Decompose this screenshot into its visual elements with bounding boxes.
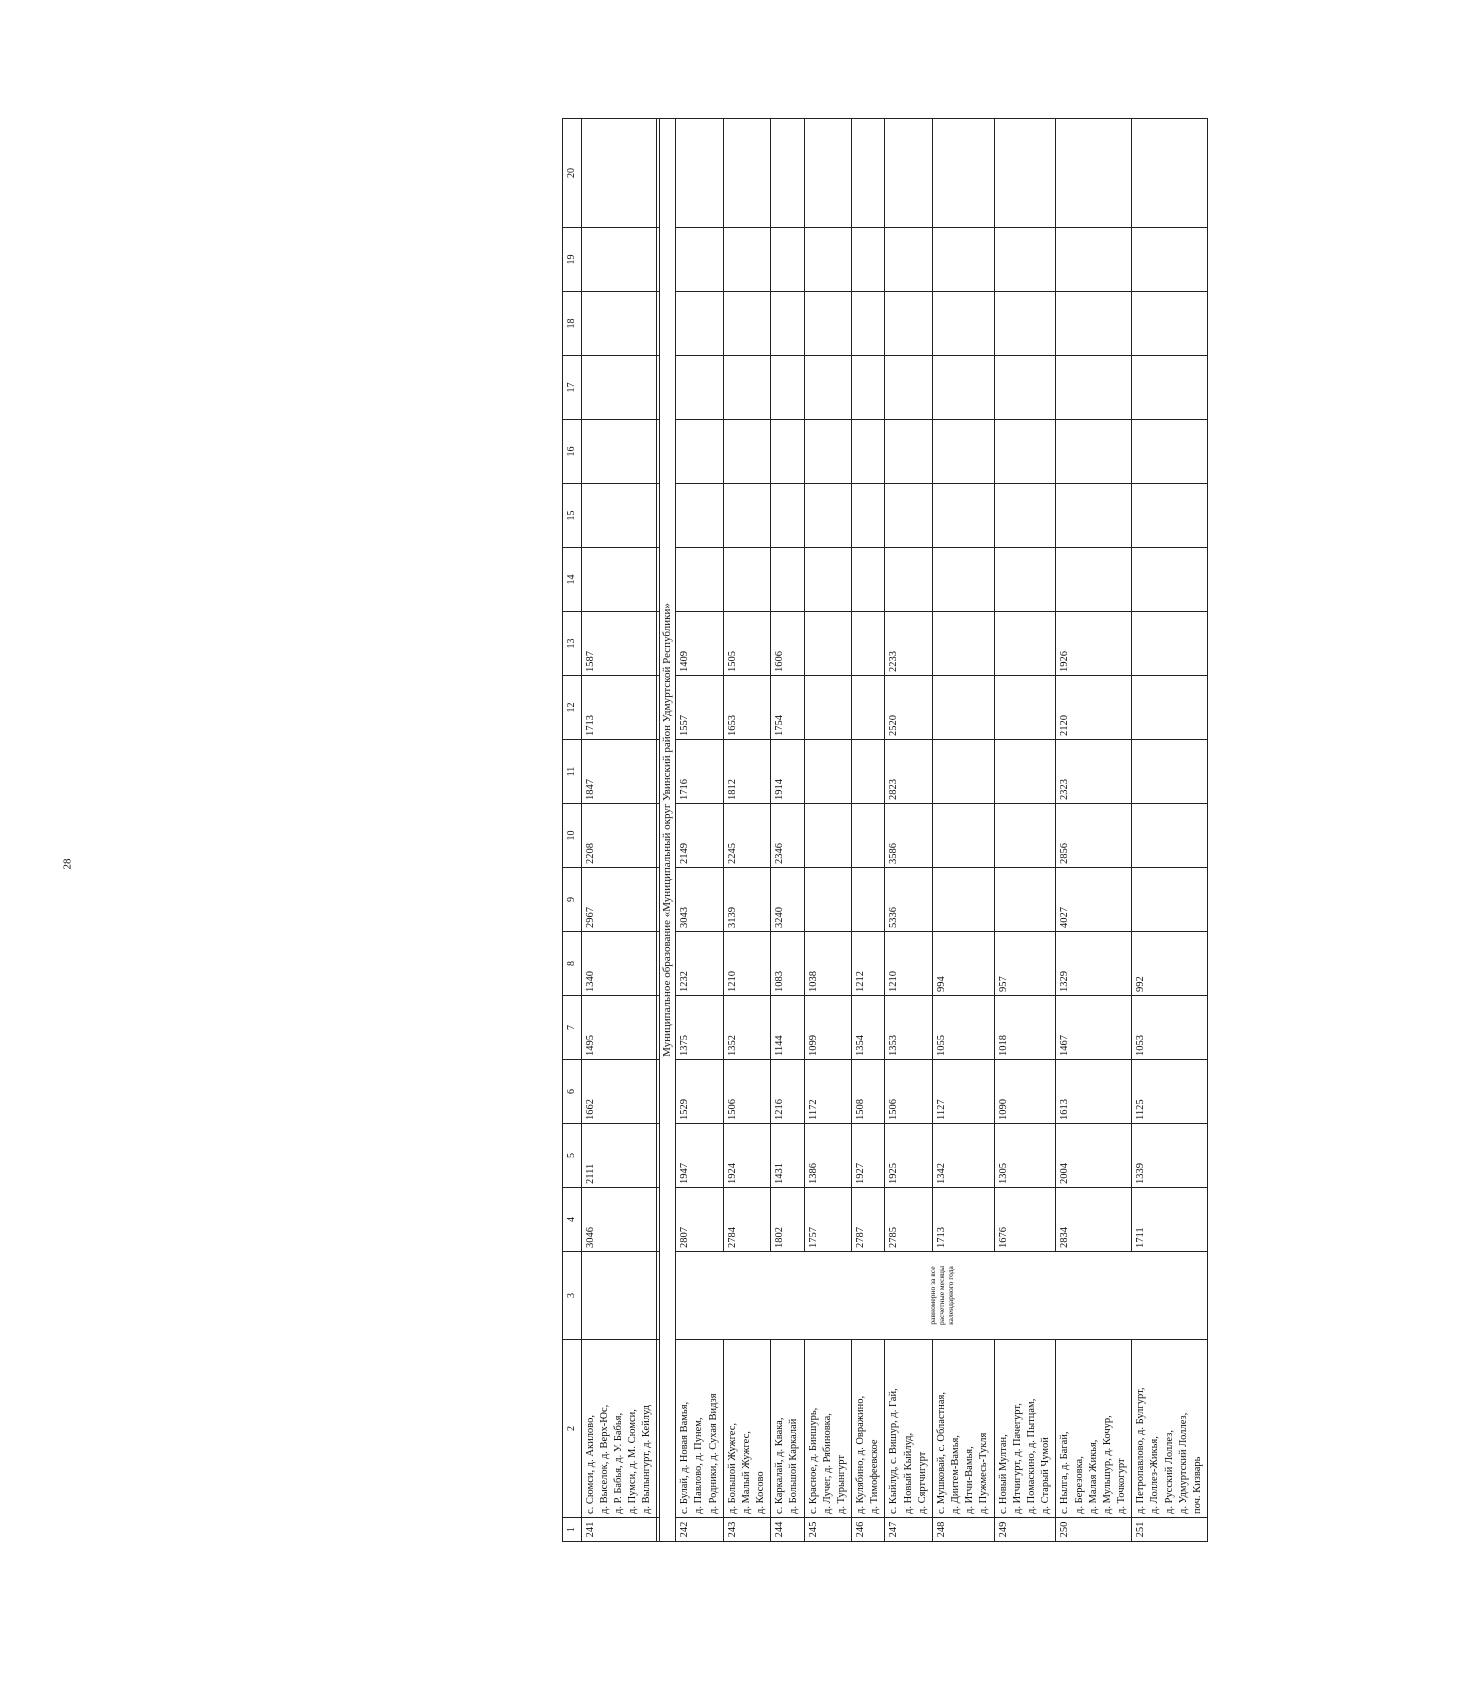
empty-cell — [884, 547, 932, 611]
value-cell — [994, 739, 1056, 803]
value-cell: 5336 — [884, 867, 932, 931]
value-cell: 1055 — [932, 995, 994, 1059]
value-cell — [932, 611, 994, 675]
column-number-header: 8 — [562, 931, 581, 995]
settlements-cell: д. Кулябино, д. Овражино, д. Тимофеевское — [851, 1339, 884, 1517]
settlements-cell: с. Кыйлуд, с. Вишур, д. Гай, д. Новый Кыйлуд, д. Сяртчигурт — [884, 1339, 932, 1517]
empty-cell — [1055, 227, 1131, 291]
empty-cell — [581, 227, 657, 291]
value-cell: 2111 — [581, 1123, 657, 1187]
value-cell: 1505 — [723, 611, 771, 675]
page-number: 28 — [61, 858, 74, 870]
tariff-table — [562, 118, 1208, 1542]
empty-cell — [804, 291, 852, 355]
row-number: 245 — [804, 1517, 852, 1541]
value-cell: 3043 — [675, 867, 723, 931]
empty-cell — [675, 291, 723, 355]
rotated-table-container — [562, 127, 1465, 1542]
value-cell — [804, 803, 852, 867]
empty-cell — [994, 291, 1056, 355]
column-number-header: 16 — [562, 419, 581, 483]
empty-cell — [804, 118, 852, 227]
empty-cell — [1055, 118, 1131, 227]
value-cell: 1506 — [884, 1059, 932, 1123]
value-cell — [1131, 803, 1207, 867]
schedule-cell — [581, 1251, 657, 1339]
empty-cell — [770, 483, 803, 547]
value-cell: 2787 — [851, 1187, 884, 1251]
value-cell: 1847 — [581, 739, 657, 803]
empty-cell — [994, 355, 1056, 419]
value-cell: 1587 — [581, 611, 657, 675]
value-cell: 1144 — [770, 995, 803, 1059]
value-cell — [994, 867, 1056, 931]
empty-cell — [1055, 547, 1131, 611]
empty-cell — [804, 355, 852, 419]
settlements-cell: д. Петропавлово, д. Булгурт, д. Лоллез-Жикья, д. Русский Лоллез, д. Удмуртский Лоллез, поч. Кизварь — [1131, 1339, 1207, 1517]
value-cell: 1557 — [675, 675, 723, 739]
empty-cell — [1131, 419, 1207, 483]
value-cell: 1613 — [1055, 1059, 1131, 1123]
empty-cell — [581, 118, 657, 227]
value-cell — [851, 675, 884, 739]
value-cell — [994, 675, 1056, 739]
empty-cell — [675, 483, 723, 547]
value-cell: 1212 — [851, 931, 884, 995]
value-cell: 1802 — [770, 1187, 803, 1251]
settlements-cell: д. Большой Жужгес, д. Малый Жужгес, д. Косово — [723, 1339, 771, 1517]
settlements-cell: с. Каркалай, д. Квака, д. Большой Каркалай — [770, 1339, 803, 1517]
value-cell: 1508 — [851, 1059, 884, 1123]
value-cell: 2233 — [884, 611, 932, 675]
value-cell: 1375 — [675, 995, 723, 1059]
value-cell: 1018 — [994, 995, 1056, 1059]
empty-cell — [1055, 355, 1131, 419]
empty-cell — [723, 419, 771, 483]
value-cell — [851, 611, 884, 675]
value-cell: 2208 — [581, 803, 657, 867]
value-cell: 1914 — [770, 739, 803, 803]
empty-cell — [1131, 227, 1207, 291]
value-cell: 1409 — [675, 611, 723, 675]
value-cell: 1606 — [770, 611, 803, 675]
value-cell: 1090 — [994, 1059, 1056, 1123]
value-cell: 1467 — [1055, 995, 1131, 1059]
value-cell: 2520 — [884, 675, 932, 739]
value-cell: 2245 — [723, 803, 771, 867]
value-cell: 1757 — [804, 1187, 852, 1251]
value-cell: 1924 — [723, 1123, 771, 1187]
value-cell: 1386 — [804, 1123, 852, 1187]
value-cell: 1947 — [675, 1123, 723, 1187]
value-cell: 1127 — [932, 1059, 994, 1123]
value-cell: 1210 — [884, 931, 932, 995]
empty-cell — [932, 118, 994, 227]
row-number: 251 — [1131, 1517, 1207, 1541]
value-cell: 2785 — [884, 1187, 932, 1251]
settlements-cell: с. Сюмси, д. Акилово, д. Выселок, д. Верх-Юс, д. Р. Бабья, д. У. Бабья, д. Пумси, д. М. Сюмси, д. Вылынгурт, д. Кейлуд — [581, 1339, 657, 1517]
row-number: 244 — [770, 1517, 803, 1541]
empty-cell — [1131, 483, 1207, 547]
empty-cell — [581, 483, 657, 547]
value-cell — [1131, 675, 1207, 739]
value-cell: 1653 — [723, 675, 771, 739]
value-cell — [804, 739, 852, 803]
value-cell: 4027 — [1055, 867, 1131, 931]
value-cell — [932, 803, 994, 867]
empty-cell — [723, 118, 771, 227]
schedule-note: равномерно за все расчетные месяцы календарного года — [675, 1251, 1207, 1339]
table-row — [675, 118, 723, 1541]
value-cell: 1713 — [581, 675, 657, 739]
column-number-header: 9 — [562, 867, 581, 931]
empty-cell — [723, 291, 771, 355]
column-number-header: 20 — [562, 118, 581, 227]
value-cell: 1506 — [723, 1059, 771, 1123]
column-number-header: 4 — [562, 1187, 581, 1251]
empty-cell — [804, 547, 852, 611]
empty-cell — [994, 547, 1056, 611]
value-cell: 1305 — [994, 1123, 1056, 1187]
row-number: 249 — [994, 1517, 1056, 1541]
value-cell: 1053 — [1131, 995, 1207, 1059]
value-cell: 2823 — [884, 739, 932, 803]
empty-cell — [851, 118, 884, 227]
empty-cell — [884, 118, 932, 227]
empty-cell — [581, 419, 657, 483]
section-title: Муниципальное образование «Муниципальный округ Увинский район Удмуртской Республики» — [659, 118, 675, 1541]
value-cell: 1716 — [675, 739, 723, 803]
empty-cell — [932, 227, 994, 291]
empty-cell — [884, 227, 932, 291]
value-cell: 2967 — [581, 867, 657, 931]
section-header-row — [659, 118, 675, 1541]
empty-cell — [770, 118, 803, 227]
value-cell: 1495 — [581, 995, 657, 1059]
empty-cell — [994, 227, 1056, 291]
empty-cell — [851, 291, 884, 355]
value-cell: 1342 — [932, 1123, 994, 1187]
value-cell: 1210 — [723, 931, 771, 995]
value-cell — [851, 867, 884, 931]
empty-cell — [851, 227, 884, 291]
value-cell: 992 — [1131, 931, 1207, 995]
column-number-header: 12 — [562, 675, 581, 739]
empty-cell — [851, 355, 884, 419]
value-cell — [932, 867, 994, 931]
row-number: 248 — [932, 1517, 994, 1541]
value-cell: 1711 — [1131, 1187, 1207, 1251]
empty-cell — [675, 547, 723, 611]
empty-cell — [994, 419, 1056, 483]
row-number: 247 — [884, 1517, 932, 1541]
empty-cell — [770, 419, 803, 483]
value-cell: 2323 — [1055, 739, 1131, 803]
value-cell: 2834 — [1055, 1187, 1131, 1251]
value-cell — [851, 803, 884, 867]
empty-cell — [1055, 419, 1131, 483]
value-cell: 1352 — [723, 995, 771, 1059]
empty-cell — [581, 355, 657, 419]
value-cell: 1354 — [851, 995, 884, 1059]
value-cell: 3139 — [723, 867, 771, 931]
value-cell: 2807 — [675, 1187, 723, 1251]
column-number-header: 15 — [562, 483, 581, 547]
value-cell: 1329 — [1055, 931, 1131, 995]
value-cell: 2149 — [675, 803, 723, 867]
value-cell — [1131, 867, 1207, 931]
value-cell — [804, 675, 852, 739]
row-number: 246 — [851, 1517, 884, 1541]
empty-cell — [1131, 355, 1207, 419]
empty-cell — [1131, 547, 1207, 611]
empty-cell — [770, 355, 803, 419]
empty-cell — [932, 419, 994, 483]
empty-cell — [932, 483, 994, 547]
row-number: 242 — [675, 1517, 723, 1541]
empty-cell — [851, 483, 884, 547]
value-cell: 957 — [994, 931, 1056, 995]
settlements-cell: с. Мушковай, с. Областная, д. Диитем-Вамья, д. Итчи-Вамья, д. Пужмесь-Тукля — [932, 1339, 994, 1517]
column-number-header: 6 — [562, 1059, 581, 1123]
value-cell: 1232 — [675, 931, 723, 995]
empty-cell — [675, 355, 723, 419]
value-cell: 1926 — [1055, 611, 1131, 675]
empty-cell — [932, 355, 994, 419]
value-cell: 2784 — [723, 1187, 771, 1251]
value-cell: 1353 — [884, 995, 932, 1059]
value-cell: 2004 — [1055, 1123, 1131, 1187]
value-cell: 2346 — [770, 803, 803, 867]
settlements-cell: с. Красное, д. Биншурь, д. Лучег, д. Рябиновка, д. Турынгурт — [804, 1339, 852, 1517]
value-cell: 1662 — [581, 1059, 657, 1123]
row-number: 243 — [723, 1517, 771, 1541]
empty-cell — [1055, 291, 1131, 355]
empty-cell — [932, 547, 994, 611]
value-cell — [851, 739, 884, 803]
value-cell: 1172 — [804, 1059, 852, 1123]
row-number: 241 — [581, 1517, 657, 1541]
empty-cell — [994, 118, 1056, 227]
empty-cell — [723, 355, 771, 419]
column-number-header: 18 — [562, 291, 581, 355]
value-cell: 1927 — [851, 1123, 884, 1187]
value-cell: 1340 — [581, 931, 657, 995]
empty-cell — [723, 483, 771, 547]
empty-cell — [851, 547, 884, 611]
value-cell: 3240 — [770, 867, 803, 931]
value-cell: 994 — [932, 931, 994, 995]
value-cell — [804, 867, 852, 931]
column-number-header: 11 — [562, 739, 581, 803]
empty-cell — [581, 547, 657, 611]
empty-cell — [1131, 291, 1207, 355]
value-cell: 1713 — [932, 1187, 994, 1251]
empty-cell — [994, 483, 1056, 547]
empty-cell — [675, 419, 723, 483]
empty-cell — [804, 227, 852, 291]
column-number-header: 13 — [562, 611, 581, 675]
empty-cell — [770, 291, 803, 355]
column-number-header: 19 — [562, 227, 581, 291]
value-cell: 3586 — [884, 803, 932, 867]
empty-cell — [770, 547, 803, 611]
settlements-cell: с. Булай, д. Новая Вамья, д. Павлово, д. Пунем, д. Родники, д. Сухая Видзя — [675, 1339, 723, 1517]
column-number-header: 2 — [562, 1339, 581, 1517]
empty-cell — [581, 291, 657, 355]
value-cell: 1676 — [994, 1187, 1056, 1251]
empty-cell — [804, 483, 852, 547]
value-cell — [994, 803, 1056, 867]
empty-cell — [675, 227, 723, 291]
column-number-header-row — [562, 118, 581, 1541]
empty-cell — [723, 547, 771, 611]
empty-cell — [770, 227, 803, 291]
value-cell: 1812 — [723, 739, 771, 803]
empty-cell — [932, 291, 994, 355]
value-cell: 1431 — [770, 1123, 803, 1187]
empty-cell — [804, 419, 852, 483]
value-cell: 1099 — [804, 995, 852, 1059]
column-number-header: 17 — [562, 355, 581, 419]
settlements-cell: с. Нылга, д. Багай, д. Березовка, д. Малая Жикья, д. Мульшур, д. Кочур, д. Точкогурт — [1055, 1339, 1131, 1517]
value-cell: 1083 — [770, 931, 803, 995]
value-cell — [1131, 739, 1207, 803]
value-cell — [932, 675, 994, 739]
empty-cell — [723, 227, 771, 291]
value-cell: 1925 — [884, 1123, 932, 1187]
value-cell: 1529 — [675, 1059, 723, 1123]
empty-cell — [851, 419, 884, 483]
value-cell — [994, 611, 1056, 675]
value-cell: 2856 — [1055, 803, 1131, 867]
value-cell: 2120 — [1055, 675, 1131, 739]
column-number-header: 7 — [562, 995, 581, 1059]
empty-cell — [884, 419, 932, 483]
value-cell: 1125 — [1131, 1059, 1207, 1123]
column-number-header: 5 — [562, 1123, 581, 1187]
value-cell: 1754 — [770, 675, 803, 739]
table-row — [581, 118, 657, 1541]
column-number-header: 10 — [562, 803, 581, 867]
column-number-header: 1 — [562, 1517, 581, 1541]
row-number: 250 — [1055, 1517, 1131, 1541]
empty-cell — [1055, 483, 1131, 547]
column-number-header: 14 — [562, 547, 581, 611]
empty-cell — [675, 118, 723, 227]
settlements-cell: с. Новый Мултан, д. Итчигурт, д. Пачегурт, д. Помаскино, д. Пытцам, д. Старый Чумой — [994, 1339, 1056, 1517]
value-cell — [804, 611, 852, 675]
value-cell: 1216 — [770, 1059, 803, 1123]
value-cell: 1339 — [1131, 1123, 1207, 1187]
value-cell: 1038 — [804, 931, 852, 995]
empty-cell — [1131, 118, 1207, 227]
value-cell — [932, 739, 994, 803]
column-number-header: 3 — [562, 1251, 581, 1339]
empty-cell — [884, 291, 932, 355]
empty-cell — [884, 483, 932, 547]
value-cell — [1131, 611, 1207, 675]
empty-cell — [884, 355, 932, 419]
value-cell: 3046 — [581, 1187, 657, 1251]
